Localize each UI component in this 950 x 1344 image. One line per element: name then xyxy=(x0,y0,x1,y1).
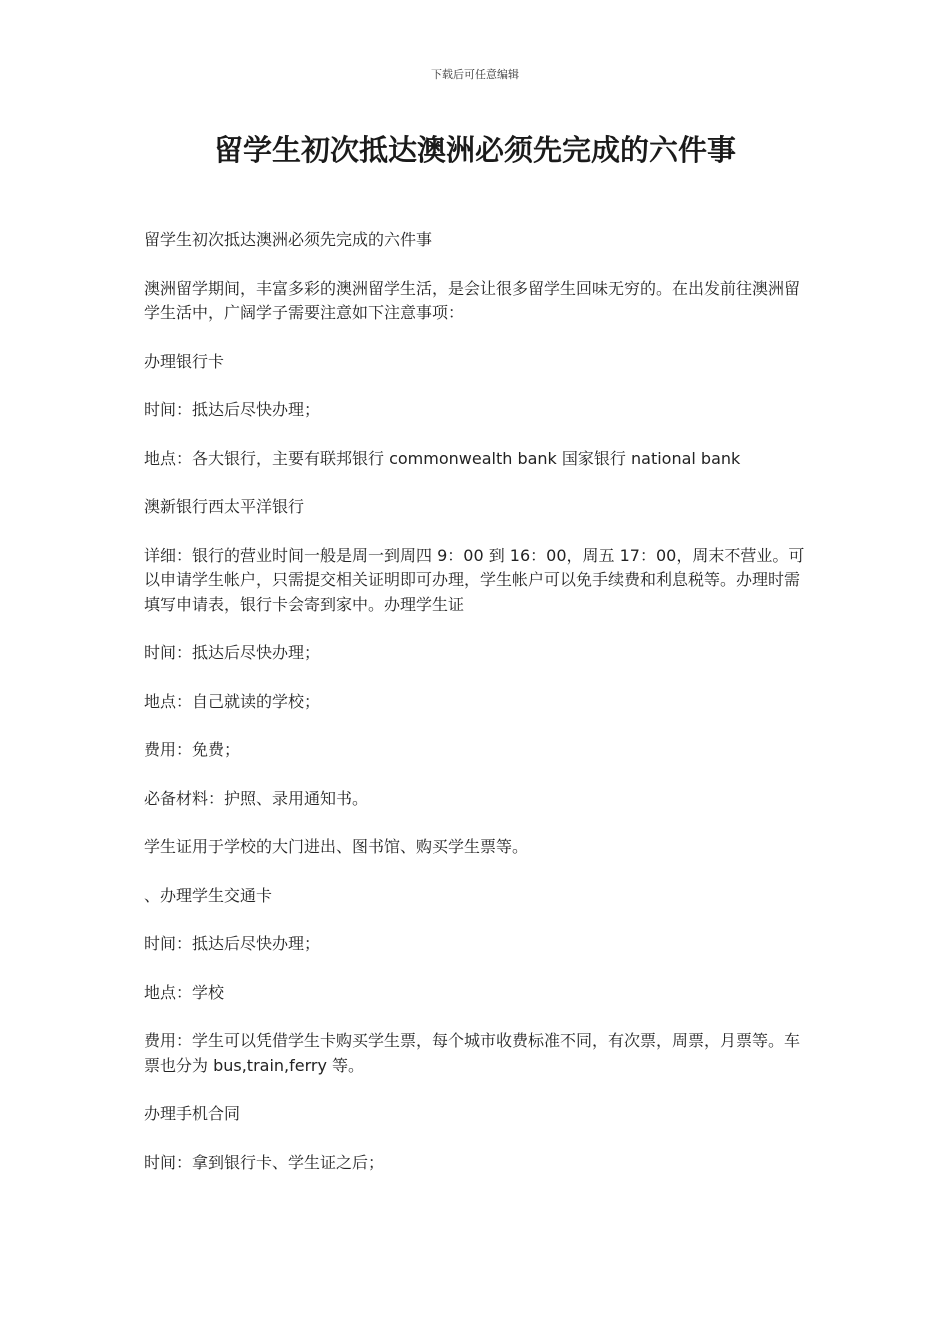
paragraph-bank-location: 地点：各大银行，主要有联邦银行 commonwealth bank 国家银行 national bank xyxy=(144,448,741,468)
header-note: 下载后可任意编辑 xyxy=(431,68,519,81)
paragraph-student-card-fee: 费用：免费； xyxy=(144,740,241,759)
paragraph-bank-details: 详细：银行的营业时间一般是周一到周四 9：00 到 16：00，周五 17：00，周末不营业。可以申请学生帐户，只需提交相关证明即可办理，学生帐户可以免手续费和利息税等。办理时需填写申请表，银行卡会寄到家中。办理学生证 xyxy=(144,545,805,614)
paragraph-transport-time: 时间：抵达后尽快办理； xyxy=(144,934,321,953)
document-title: 留学生初次抵达澳洲必须先完成的六件事 xyxy=(213,133,736,167)
paragraph-transport-location: 地点：学校 xyxy=(144,982,225,1002)
paragraph-subtitle: 留学生初次抵达澳洲必须先完成的六件事 xyxy=(144,230,433,249)
paragraph-student-card-usage: 学生证用于学校的大门进出、图书馆、购买学生票等。 xyxy=(144,837,529,856)
paragraph-bank-names: 澳新银行西太平洋银行 xyxy=(144,497,305,516)
paragraph-student-card-location: 地点：自己就读的学校； xyxy=(144,691,321,711)
paragraph-intro: 澳洲留学期间，丰富多彩的澳洲留学生活，是会让很多留学生回味无穷的。在出发前往澳洲留学生活中，广阔学子需要注意如下注意事项： xyxy=(144,278,801,322)
section-heading-bank-card: 办理银行卡 xyxy=(144,351,225,371)
paragraph-transport-fee: 费用：学生可以凭借学生卡购买学生票，每个城市收费标准不同，有次票，周票，月票等。车票也分为 bus,train,ferry 等。 xyxy=(144,1031,801,1075)
section-heading-transport-card: 、办理学生交通卡 xyxy=(144,885,273,905)
paragraph-student-card-time: 时间：抵达后尽快办理； xyxy=(144,643,321,662)
document-body xyxy=(144,228,808,1199)
paragraph-phone-time: 时间：拿到银行卡、学生证之后； xyxy=(144,1152,385,1172)
section-heading-phone-contract: 办理手机合同 xyxy=(144,1104,241,1123)
paragraph-student-card-materials: 必备材料：护照、录用通知书。 xyxy=(144,788,369,808)
paragraph-bank-time: 时间：抵达后尽快办理； xyxy=(144,400,321,419)
